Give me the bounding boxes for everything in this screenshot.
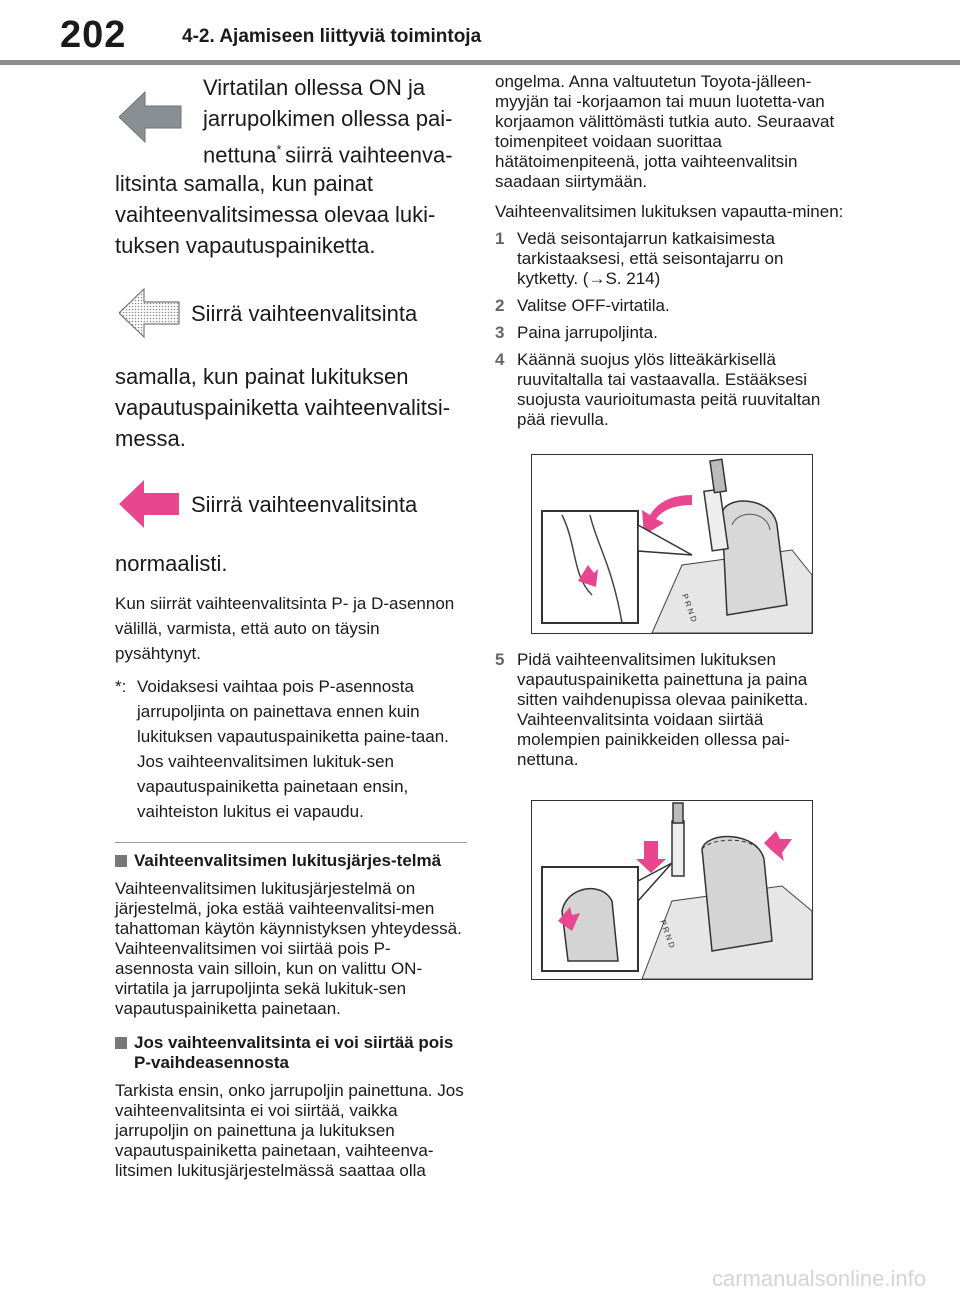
lock-system-paragraph-1: Vaihteenvalitsimen lukitusjärjestelmä on järjestelmä, joka estää vaihteenvalitsi-men tahattoman käytön käynnistyksen yhteydessä. [115, 879, 462, 938]
problem-paragraph: ongelma. Anna valtuutetun Toyota-jälleen-myyjän tai -korjaamon tai muun luotetta-van korjaamon välittömästi tutkia auto. Seuraavat toimenpiteet voidaan suorittaa hätätoimenpiteenä, jotta vaihteenvalitsin saadaan siirtymään. [495, 72, 835, 191]
para-3-continuation: normaalisti. [115, 551, 228, 576]
dotted-left-arrow-icon [119, 287, 181, 339]
gray-arrow-line-2: jarrupolkimen ollessa pai- [203, 106, 453, 131]
footnote-text: Voidaksesi vaihtaa pois P-asennosta jarrupoljinta on painettava ennen kuin lukituksen vapautuspainiketta paine-taan. Jos vaihteenvalitsimen lukituk-sen vapautuspainiketta painetaan ensin, vaihteiston lukitus ei vapaudu. [137, 677, 449, 821]
header-rule [0, 60, 960, 65]
svg-text:P R N D: P R N D [658, 918, 677, 950]
section-title: 4-2. Ajamiseen liittyviä toimintoja [182, 26, 482, 47]
gray-arrow-row [115, 72, 467, 192]
square-bullet-icon [115, 1037, 127, 1049]
gray-left-arrow-icon [119, 90, 183, 144]
pink-arrow-text: Siirrä vaihteenvalitsinta [191, 492, 418, 517]
cannot-shift-paragraph: Tarkista ensin, onko jarrupoljin painettuna. Jos vaihteenvalitsinta ei voi siirtää, vaikka jarrupoljin on painettuna ja lukituksen vapautuspainiketta painetaan, vaihteenva-litsimen lukitusjärjestelmässä saattaa olla [115, 1081, 464, 1180]
right-column [495, 72, 847, 980]
svg-text:P R N D: P R N D [680, 592, 699, 624]
shift-knob-button-illustration [531, 800, 813, 980]
gray-arrow-text [203, 72, 453, 170]
step-2: 2 Valitse OFF-virtatila. [495, 296, 670, 315]
dotted-arrow-row [115, 287, 467, 349]
para-1-continuation: litsinta samalla, kun painat vaihteenvalitsimessa olevaa luki-tuksen vapautuspainiketta. [115, 171, 436, 258]
watermark: carmanualsonline.info [711, 1266, 926, 1291]
square-bullet-icon [115, 855, 127, 867]
shift-note-paragraph: Kun siirrät vaihteenvalitsinta P- ja D-asennon välillä, varmista, että auto on täysin pysähtynyt. [115, 594, 455, 663]
step-4: 4 Käännä suojus ylös litteäkärkisellä ruuvitaltalla tai vastaavalla. Estääksesi suojusta vaurioitumasta peitä ruuvitaltan pää rievulla. [495, 350, 821, 429]
left-column [115, 72, 467, 1181]
lock-system-paragraph-2: Vaihteenvalitsimen voi siirtää pois P-asennosta vain silloin, kun on valittu ON-virtatila ja jarrupoljinta sekä lukituk-sen vapautuspainiketta painetaan. [115, 939, 423, 1018]
dotted-arrow-text: Siirrä vaihteenvalitsinta [191, 301, 418, 326]
release-intro: Vaihteenvalitsimen lukituksen vapautta-minen: [495, 202, 844, 221]
gray-arrow-line-1: Virtatilan ollessa ON ja [203, 75, 426, 100]
heading-lock-system: Vaihteenvalitsimen lukitusjärjes-telmä [115, 851, 467, 871]
gray-arrow-line-3: nettuna* siirrä vaihteenva- [203, 142, 453, 168]
step-5: 5 Pidä vaihteenvalitsimen lukituksen vapautuspainiketta painettuna ja paina sitten vaihdenupissa olevaa painiketta. Vaihteenvalitsinta voidaan siirtää molempien painikkeiden ollessa pai-nettuna. [495, 650, 809, 769]
pink-arrow-row [115, 478, 467, 540]
para-2-continuation: samalla, kun painat lukituksen vapautuspainiketta vaihteenvalitsi-messa. [115, 364, 451, 451]
footnote [115, 674, 467, 824]
step-1: 1 Vedä seisontajarrun katkaisimesta tarkistaaksesi, että seisontajarru on kytketty. (→S. 214) [495, 229, 784, 288]
screwdriver-cover-illustration [531, 454, 813, 634]
page-number: 202 [60, 14, 127, 56]
pink-left-arrow-icon [119, 478, 181, 530]
footnote-mark: *: [115, 677, 127, 696]
step-3: 3 Paina jarrupoljinta. [495, 323, 658, 342]
section-divider [115, 842, 467, 843]
heading-cannot-shift: Jos vaihteenvalitsinta ei voi siirtää pois P-vaihdeasennosta [115, 1033, 467, 1073]
